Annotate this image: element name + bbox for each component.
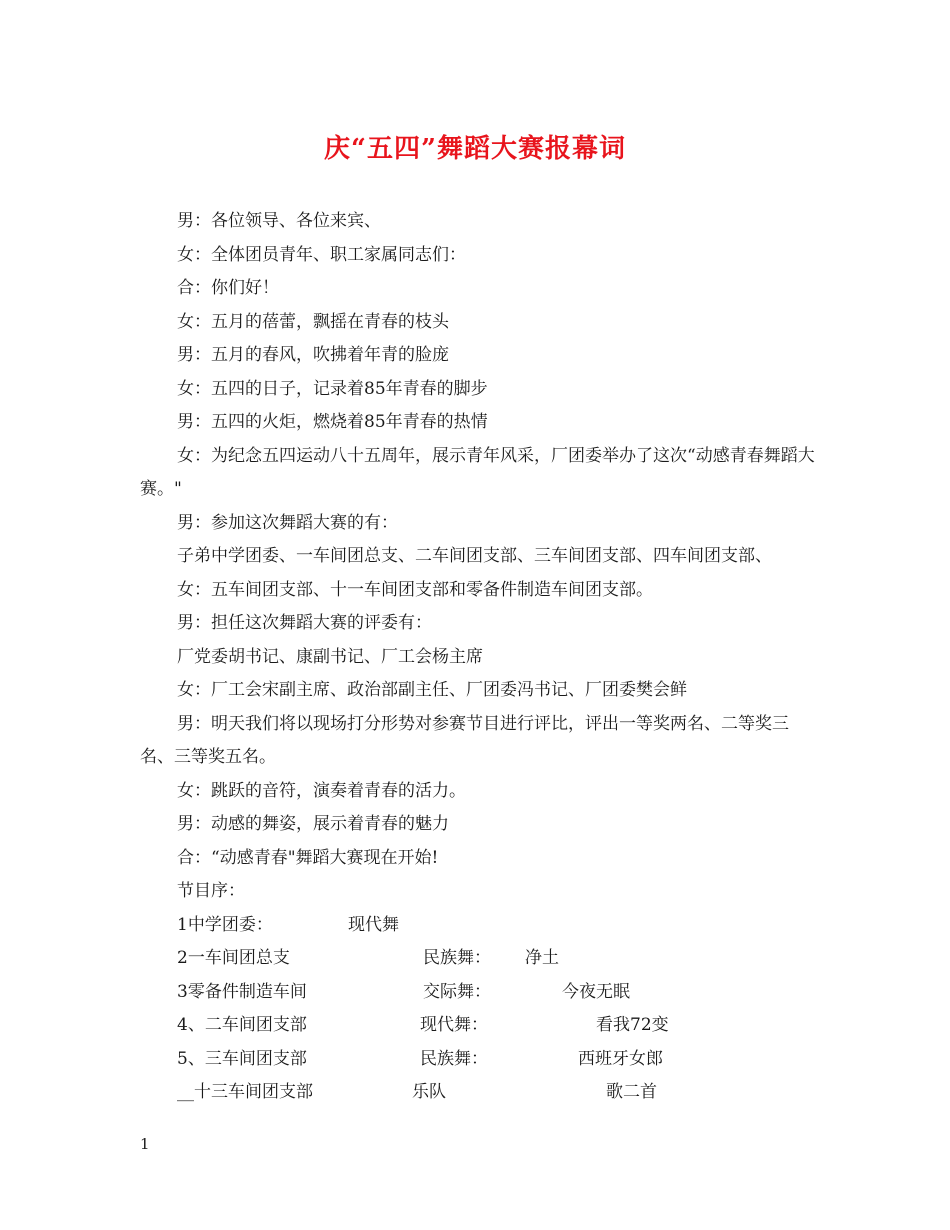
- document-title: 庆“五四”舞蹈大赛报幕词: [324, 134, 626, 164]
- program-item: [140, 1009, 820, 1043]
- line-16: 女：跳跃的音符，演奏着青春的活力。: [177, 780, 466, 801]
- program-title: 看我72变: [596, 1015, 669, 1035]
- line-1: 男：各位领导、各位来宾、: [177, 211, 381, 231]
- page-number: 1: [140, 1135, 150, 1153]
- program-item: [140, 1076, 820, 1110]
- line-4: 女：五月的蓓蕾，飘摇在青春的枝头: [177, 311, 449, 332]
- line-10: 子弟中学团委、一车间团总支、二车间团支部、三车间团支部、四车间团支部、: [177, 546, 772, 566]
- line-19: 节目序：: [177, 881, 245, 901]
- line-2: 女：全体团员青年、职工家属同志们：: [177, 244, 466, 265]
- line-11: 女：五车间团支部、十一车间团支部和零备件制造车间团支部。: [177, 579, 653, 600]
- program-unit: 4、二车间团支部: [177, 1015, 307, 1035]
- line-17: 男：动感的舞姿，展示着青春的魅力: [177, 814, 449, 834]
- program-item: [140, 909, 820, 943]
- program-unit: 2一车间团总支: [177, 948, 290, 968]
- program-title: 歌二首: [606, 1082, 657, 1102]
- program-item: [140, 976, 820, 1010]
- program-type: 交际舞：: [423, 981, 491, 1002]
- line-5: 男：五月的春风，吹拂着年青的脸庞: [177, 345, 449, 365]
- program-type: 乐队: [412, 1082, 446, 1102]
- program-unit: 1中学团委：: [177, 914, 273, 935]
- program-title: 净土: [525, 948, 559, 968]
- program-unit: 3零备件制造车间: [177, 981, 307, 1002]
- program-type: 现代舞: [348, 914, 399, 935]
- line-8: 女：为纪念五四运动八十五周年，展示青年风采，厂团委举办了这次“动感青春舞蹈大赛。": [140, 445, 815, 499]
- program-type: 民族舞：: [420, 1048, 488, 1069]
- line-12: 男：担任这次舞蹈大赛的评委有：: [177, 613, 432, 633]
- program-unit: __十三车间团支部: [177, 1082, 313, 1102]
- program-item: [140, 1043, 820, 1077]
- document-body: [140, 205, 820, 1110]
- program-type: 民族舞：: [423, 948, 491, 968]
- program-unit: 5、三车间团支部: [177, 1048, 307, 1069]
- line-15: 男：明天我们将以现场打分形势对参赛节目进行评比，评出一等奖两名、二等奖三名、三等奖五名。: [140, 713, 789, 767]
- program-item: [140, 942, 820, 976]
- line-14: 女：厂工会宋副主席、政治部副主任、厂团委冯书记、厂团委樊会鲜: [177, 680, 687, 700]
- program-title: 今夜无眠: [562, 981, 630, 1002]
- line-3: 合：你们好！: [177, 278, 279, 298]
- line-13: 厂党委胡书记、康副书记、厂工会杨主席: [177, 646, 483, 667]
- line-6: 女：五四的日子，记录着85年青春的脚步: [177, 378, 488, 399]
- program-title: 西班牙女郎: [578, 1048, 663, 1069]
- line-7: 男：五四的火炬，燃烧着85年青春的热情: [177, 412, 488, 432]
- program-type: 现代舞：: [420, 1015, 488, 1035]
- line-9: 男：参加这次舞蹈大赛的有：: [177, 512, 398, 533]
- line-18: 合：“动感青春"舞蹈大赛现在开始!: [177, 847, 439, 868]
